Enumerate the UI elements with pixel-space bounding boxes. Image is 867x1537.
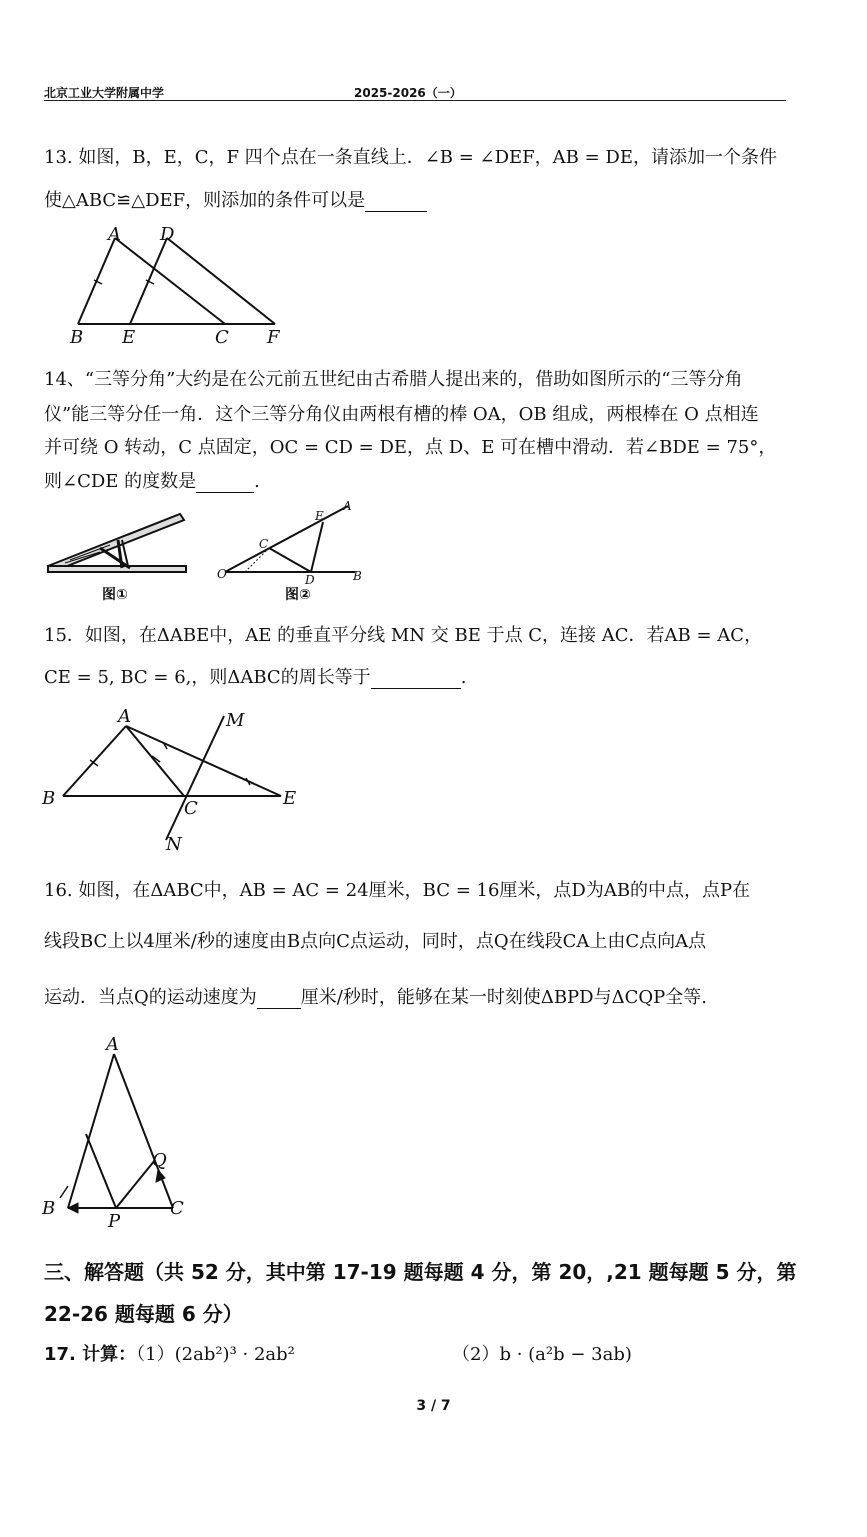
q15-answer-blank[interactable] <box>371 670 461 689</box>
q13-figure <box>60 222 300 347</box>
label-a: A <box>106 1034 119 1055</box>
label-e: E <box>122 327 136 347</box>
label-b: B <box>42 1198 56 1219</box>
rod-ob <box>48 566 186 572</box>
label-e: E <box>283 788 297 809</box>
label-d: D <box>160 224 175 245</box>
label-f: F <box>267 327 280 347</box>
segment-ab <box>63 726 126 796</box>
q14-figure-1 <box>40 500 195 605</box>
segment-ac <box>126 726 184 796</box>
fig2-caption: 图② <box>285 587 311 603</box>
q16-answer-blank[interactable] <box>257 990 301 1009</box>
q17-line <box>44 1340 295 1366</box>
label-c: C <box>184 798 198 819</box>
label-b: B <box>70 327 84 347</box>
section3-title-line1: 三、解答题（共 52 分，其中第 17-19 题每题 4 分，第 20，,21 题每题 5 分，第 <box>44 1260 797 1284</box>
label-m: M <box>226 710 245 731</box>
q14-answer-blank[interactable] <box>196 474 254 493</box>
q16-line1: 16. 如图，在ΔABC中，AB = AC = 24厘米，BC = 16厘米，点D为AB的中点，点P在 <box>44 880 751 901</box>
q16-line3-text: 运动．当点Q的运动速度为 <box>44 987 257 1008</box>
label-q: Q <box>152 1150 167 1171</box>
arrow-c-head <box>156 1170 165 1182</box>
q14-line4-text: 则∠CDE 的度数是 <box>44 471 197 492</box>
q14-line2: 仪”能三等分任一角．这个三等分角仪由两根有槽的棒 OA，OB 组成，两根棒在 O 点相连 <box>44 404 759 425</box>
page-number: 3 / 7 <box>416 1398 451 1414</box>
label-e: E <box>315 509 324 523</box>
school-name: 北京工业大学附属中学 <box>44 86 165 100</box>
q14-line4 <box>44 467 260 493</box>
label-a: A <box>108 224 121 245</box>
q16-line3-suffix: 厘米/秒时，能够在某一时刻使ΔBPD与ΔCQP全等. <box>300 987 707 1008</box>
label-a: A <box>118 706 131 727</box>
ray-oa <box>225 506 348 572</box>
label-c: C <box>259 537 269 551</box>
q15-line2-text: CE = 5, BC = 6,，则ΔABC的周长等于 <box>44 667 371 688</box>
line-mn <box>166 716 224 840</box>
q17-part2: （2）b · (a²b − 3ab) <box>452 1344 632 1365</box>
q15-line2 <box>44 663 466 689</box>
term-label: 2025-2026（一） <box>354 86 462 100</box>
rod-oa <box>48 514 184 572</box>
q13-line1: 13. 如图，B，E，C，F 四个点在一条直线上．∠B = ∠DEF，AB = DE，请添加一个条件 <box>44 147 777 168</box>
q16-line2: 线段BC上以4厘米/秒的速度由B点向C点运动，同时，点Q在线段CA上由C点向A点 <box>44 931 707 952</box>
q17-part1: （1）(2ab²)³ · 2ab² <box>136 1344 295 1365</box>
label-b: B <box>353 569 362 583</box>
label-n: N <box>166 834 182 855</box>
label-c: C <box>215 327 229 347</box>
segment-dp <box>86 1134 116 1208</box>
segment-de <box>311 522 323 572</box>
arrow-b-tail <box>60 1186 68 1198</box>
q14-line3: 并可绕 O 转动，C 点固定，OC = CD = DE，点 D、E 可在槽中滑动．若∠BDE = 75°， <box>44 437 777 458</box>
label-b: B <box>42 788 56 809</box>
label-a: A <box>343 499 352 513</box>
fig1-caption: 图① <box>102 587 128 603</box>
q14-line4-suffix: . <box>254 471 260 492</box>
segment-df <box>167 238 275 324</box>
q13-answer-blank[interactable] <box>365 193 427 212</box>
q15-figure <box>38 702 308 857</box>
q13-line2 <box>44 186 427 212</box>
label-c: C <box>170 1198 184 1219</box>
q16-figure <box>38 1030 198 1230</box>
label-o: O <box>217 567 227 581</box>
q15-line2-suffix: . <box>460 667 467 688</box>
q17-label: 17. 计算： <box>44 1344 137 1365</box>
label-p: P <box>108 1211 121 1230</box>
q16-line3 <box>44 983 707 1009</box>
segment-cd <box>269 548 311 572</box>
q15-line1: 15．如图，在ΔABE中，AE 的垂直平分线 MN 交 BE 于点 C，连接 AC．若AB = AC， <box>44 625 763 646</box>
q14-figure-2 <box>215 498 365 605</box>
section3-title-line2: 22-26 题每题 6 分） <box>44 1302 243 1326</box>
segment-pq <box>116 1160 155 1208</box>
segment-ac <box>115 238 225 324</box>
label-d: D <box>305 573 315 587</box>
page-header <box>44 84 786 101</box>
q13-line2-text: 使△ABC≌△DEF，则添加的条件可以是 <box>44 190 366 211</box>
q14-line1: 14、“三等分角”大约是在公元前五世纪由古希腊人提出来的，借助如图所示的“三等分角 <box>44 369 743 390</box>
